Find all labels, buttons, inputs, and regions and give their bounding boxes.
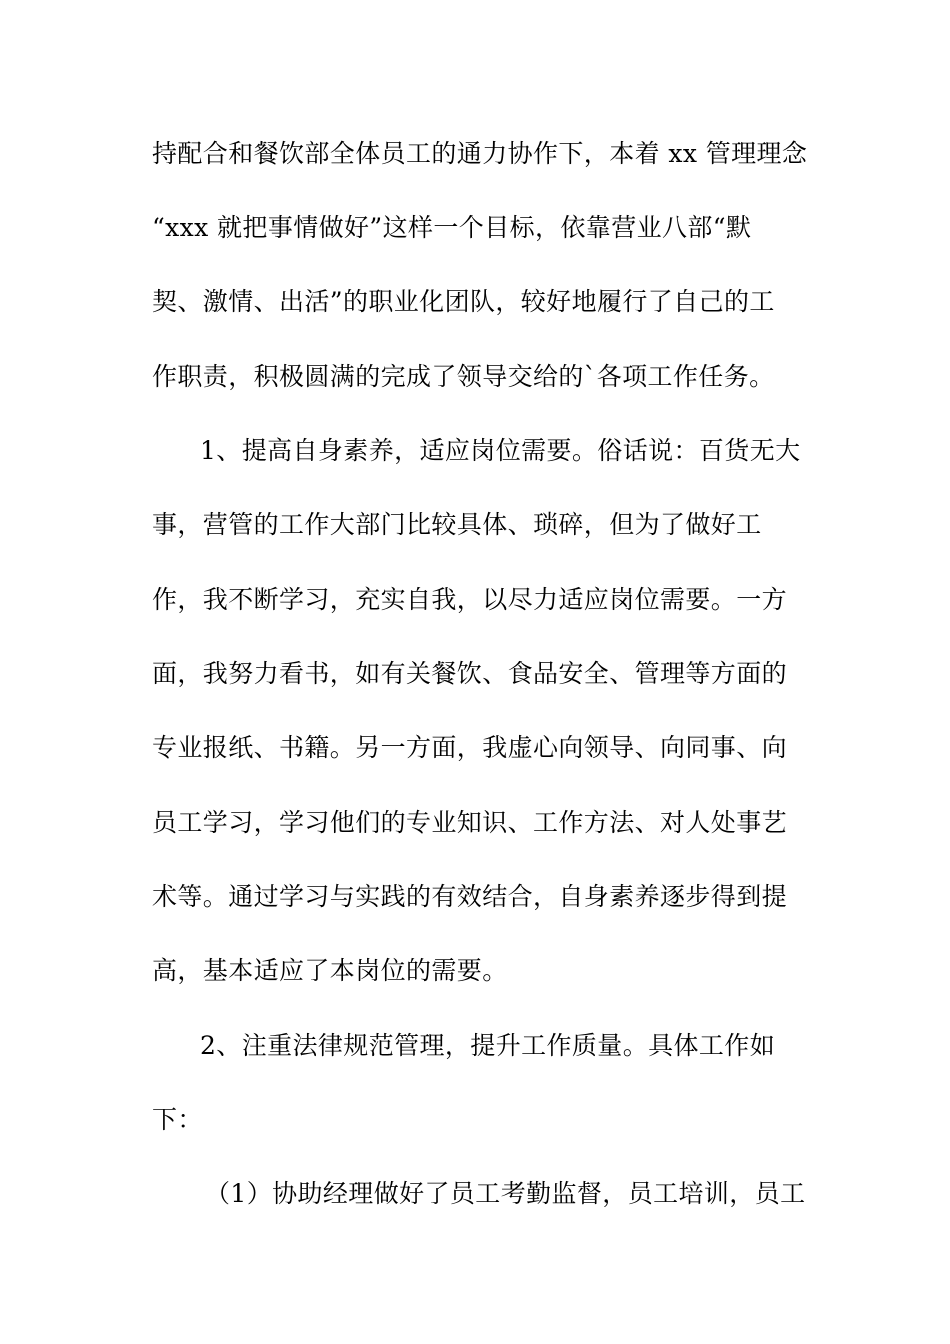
numbered-item-heading: 2、注重法律规范管理，提升工作质量。具体工作如 <box>200 1031 776 1060</box>
paragraph-line: 面，我努力看书，如有关餐饮、食品安全、管理等方面的 <box>152 659 788 688</box>
paragraph-line: 契、激情、出活”的职业化团队，较好地履行了自己的工 <box>152 287 775 316</box>
paragraph-line: 高，基本适应了本岗位的需要。 <box>152 956 508 985</box>
sub-item-line: （1）协助经理做好了员工考勤监督，员工培训，员工 <box>205 1179 806 1208</box>
numbered-item-heading: 1、提高自身素养，适应岗位需要。俗话说：百货无大 <box>200 436 801 465</box>
paragraph-line: 专业报纸、书籍。另一方面，我虚心向领导、向同事、向 <box>152 733 788 762</box>
paragraph-line: 员工学习，学习他们的专业知识、工作方法、对人处事艺 <box>152 808 788 837</box>
paragraph-line: 持配合和餐饮部全体员工的通力协作下，本着 xx 管理理念 <box>152 139 808 168</box>
paragraph-line: 下： <box>152 1105 203 1134</box>
paragraph-line: 作职责，积极圆满的完成了领导交给的`各项工作任务。 <box>152 362 775 391</box>
paragraph-line: 作，我不断学习，充实自我，以尽力适应岗位需要。一方 <box>152 585 788 614</box>
paragraph-line: 事，营管的工作大部门比较具体、琐碎，但为了做好工 <box>152 510 762 539</box>
paragraph-line: “xxx 就把事情做好”这样一个目标，依靠营业八部“默 <box>152 213 752 242</box>
paragraph-line: 术等。通过学习与实践的有效结合，自身素养逐步得到提 <box>152 882 788 911</box>
